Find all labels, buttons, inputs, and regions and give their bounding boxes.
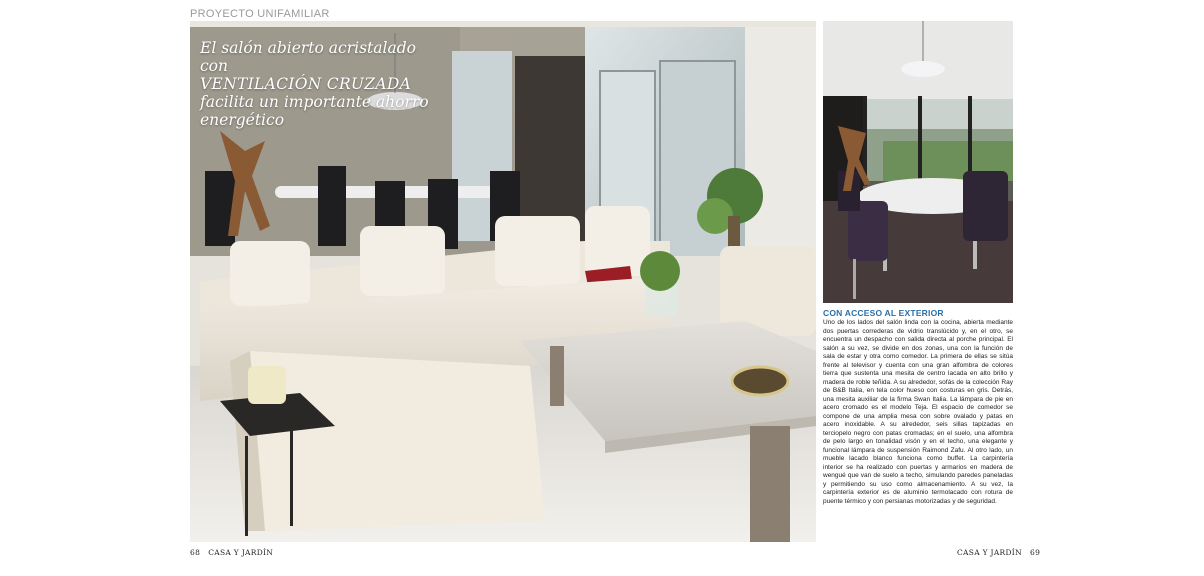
page-number-left: 68 — [190, 548, 201, 557]
page-gutter — [602, 0, 817, 21]
footer-left — [190, 548, 273, 557]
headline-line-1: El salón abierto acristalado con — [200, 39, 416, 75]
page-number-right: 69 — [1030, 548, 1041, 557]
headline-line-2 — [200, 75, 430, 93]
footer-right — [957, 548, 1040, 557]
headline-line-3: facilita un importante ahorro — [200, 93, 429, 111]
dining-room-illustration — [823, 21, 1013, 303]
living-room-photo — [190, 21, 816, 542]
headline-line-4: energético — [200, 111, 285, 129]
magazine-name-right: CASA Y JARDÍN — [957, 548, 1022, 557]
magazine-name-left: CASA Y JARDÍN — [208, 548, 274, 557]
headline — [200, 39, 430, 129]
article-body-text: Uno de los lados del salón linda con la cocina, abierta mediante dos puertas correderas de vidrio translúcido y, en el otro, se encuentra un despacho con salida directa al porche principal. El salón a su vez, se divide en dos zonas, una con la función de sala de estar y otra como comedor. La primera de ellas se sitúa frente al televisor y cuenta con una gran alfombra de colores tierra que sustenta una mesita de centro lacada en alto brillo y madera de roble teñida. A su alrededor, sofás de la colección Ray de B&B Italia, en tela color hueso con costuras en gris. Detrás, una mesita auxiliar de la firma Swan Italia. La lámpara de pie en acero cromado es el modelo Teja. El espacio de comedor se compone de una amplia mesa con sobre ovalado y patas en acero inoxidable. A su alrededor, seis sillas tapizadas en terciopelo negro con patas cromadas; en el suelo, una alfombra de pelo largo en tonalidad visón y en el techo, una elegante y funcional lámpara de suspensión Raimond Zafu. Al otro lado, un mueble lacado blanco funciona como buffet. La carpintería interior se ha realizado con puertas y armarios en madera de wengué que van de suelo a techo, simulando paredes paneladas y permitiendo su uso como almacenamiento. A su vez, la carpintería exterior es de aluminio termolacado con rotura de puente térmico y con persianas motorizadas y de seguridad. — [823, 319, 1013, 505]
headline-emphasis: VENTILACIÓN CRUZADA — [200, 75, 412, 93]
sidebar-heading: CON ACCESO AL EXTERIOR — [823, 308, 944, 318]
section-label: PROYECTO UNIFAMILIAR — [190, 8, 330, 20]
dining-room-photo — [823, 21, 1013, 303]
